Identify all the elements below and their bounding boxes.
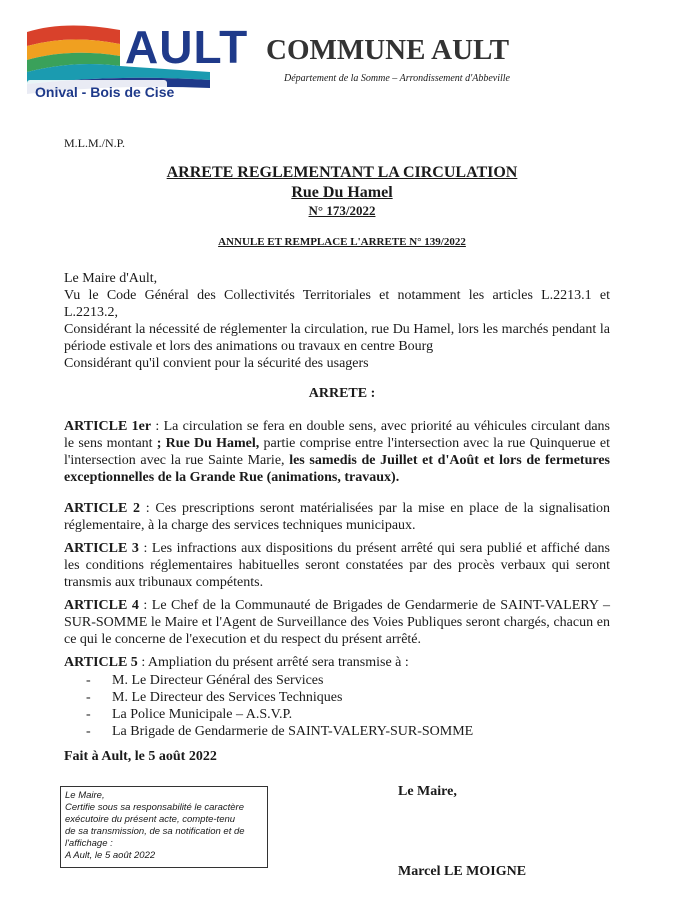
list-item: - M. Le Directeur des Services Techniques [86, 690, 343, 705]
article-1-dates: les samedis de Juillet et d'Août et lors de fermetures exceptionnelles de la Grande Rue (animations, travaux). [64, 453, 611, 485]
certification-line: Certifie sous sa responsabilité le caractère [65, 802, 245, 813]
done-at: Fait à Ault, le 5 août 2022 [64, 749, 217, 764]
certification-line: l'affichage : [65, 838, 113, 849]
certification-line: A Ault, le 5 août 2022 [65, 850, 156, 861]
article-3-label: ARTICLE 3 [64, 541, 139, 556]
article-4-label: ARTICLE 4 [64, 598, 139, 613]
preamble-line: Le Maire d'Ault, [64, 271, 158, 286]
article-4-text: : Le Chef de la Communauté de Brigades de Gendarmerie de SAINT-VALERY – SUR-SOMME le Maire et l'Agent de Surveillance des Voies Publiques seront chargés, chacun en ce qui le concerne de l'execution et du respect du présent arrêté. [64, 598, 610, 647]
recipient: La Brigade de Gendarmerie de SAINT-VALERY-SUR-SOMME [112, 724, 474, 739]
article-2 [64, 500, 610, 534]
article-1-text: : La circulation se fera en double sens, avec priorité au véhicules circulant dans le sens montant [64, 419, 610, 451]
preamble-line: Considérant qu'il convient pour la sécurité des usagers [64, 356, 369, 371]
certification-line: Le Maire, [65, 790, 105, 801]
decree-street: Rue Du Hamel [291, 184, 393, 201]
article-4 [64, 597, 610, 648]
certification-line: de sa transmission, de sa notification et de [65, 826, 245, 837]
article-3 [64, 540, 610, 591]
decree-replaces: ANNULE ET REMPLACE L'ARRETE N° 139/2022 [218, 236, 466, 248]
preamble-line: Considérant la nécessité de réglementer la circulation, rue Du Hamel, lors les marchés pendant la période estivale et lors des animations ou travaux en centre Bourg [64, 322, 610, 354]
recipient: La Police Municipale – A.S.V.P. [112, 707, 293, 722]
arrete-heading: ARRETE : [308, 386, 376, 401]
recipient: M. Le Directeur Général des Services [112, 673, 324, 688]
certification-line: exécutoire du présent acte, compte-tenu [65, 814, 236, 825]
article-2-label: ARTICLE 2 [64, 501, 141, 516]
commune-logo [25, 21, 249, 110]
article-5 [64, 654, 610, 671]
article-1-label: ARTICLE 1er [64, 419, 152, 434]
signature-name: Marcel LE MOIGNE [398, 864, 527, 879]
preamble-line: Vu le Code Général des Collectivités Territoriales et notamment les articles L.2213.1 et L.2213.2, [64, 288, 610, 320]
recipient: M. Le Directeur des Services Techniques [112, 690, 343, 705]
document-reference: M.L.M./N.P. [64, 136, 126, 150]
article-1-street: ; Rue Du Hamel, [156, 436, 260, 451]
recipient-list [86, 672, 473, 740]
decree-number: N° 173/2022 [308, 203, 376, 218]
commune-heading: COMMUNE AULT [266, 34, 510, 66]
list-item: - La Brigade de Gendarmerie de SAINT-VALERY-SUR-SOMME [86, 724, 474, 739]
article-1-text-2: partie comprise entre l'intersection avec la rue Quinquerue et l'intersection avec la rue Sainte Marie, [64, 436, 611, 468]
article-5-text: : Ampliation du présent arrêté sera transmise à : [137, 655, 409, 670]
logo-subtitle: Onival - Bois de Cise [35, 84, 175, 100]
article-5-label: ARTICLE 5 [64, 655, 138, 670]
list-item: - M. Le Directeur Général des Services [86, 673, 324, 688]
article-2-text: : Ces prescriptions seront matérialisées par la mise en place de la signalisation réglementaire, à la charge des services techniques municipaux. [64, 501, 610, 533]
department-line: Département de la Somme – Arrondissement d'Abbeville [284, 73, 510, 84]
article-1 [64, 418, 610, 486]
certification-box [60, 786, 268, 868]
signature-title: Le Maire, [398, 784, 457, 799]
article-3-text: : Les infractions aux dispositions du présent arrêté qui sera publié et affiché dans les conditions réglementaires habituelles seront constatées par des procès verbaux qui seront transmis aux tribunaux compétents. [64, 541, 610, 590]
decree-title: ARRETE REGLEMENTANT LA CIRCULATION [166, 164, 518, 181]
logo-title: AULT [125, 21, 249, 73]
preamble [64, 270, 610, 372]
list-item: - La Police Municipale – A.S.V.P. [86, 707, 293, 722]
